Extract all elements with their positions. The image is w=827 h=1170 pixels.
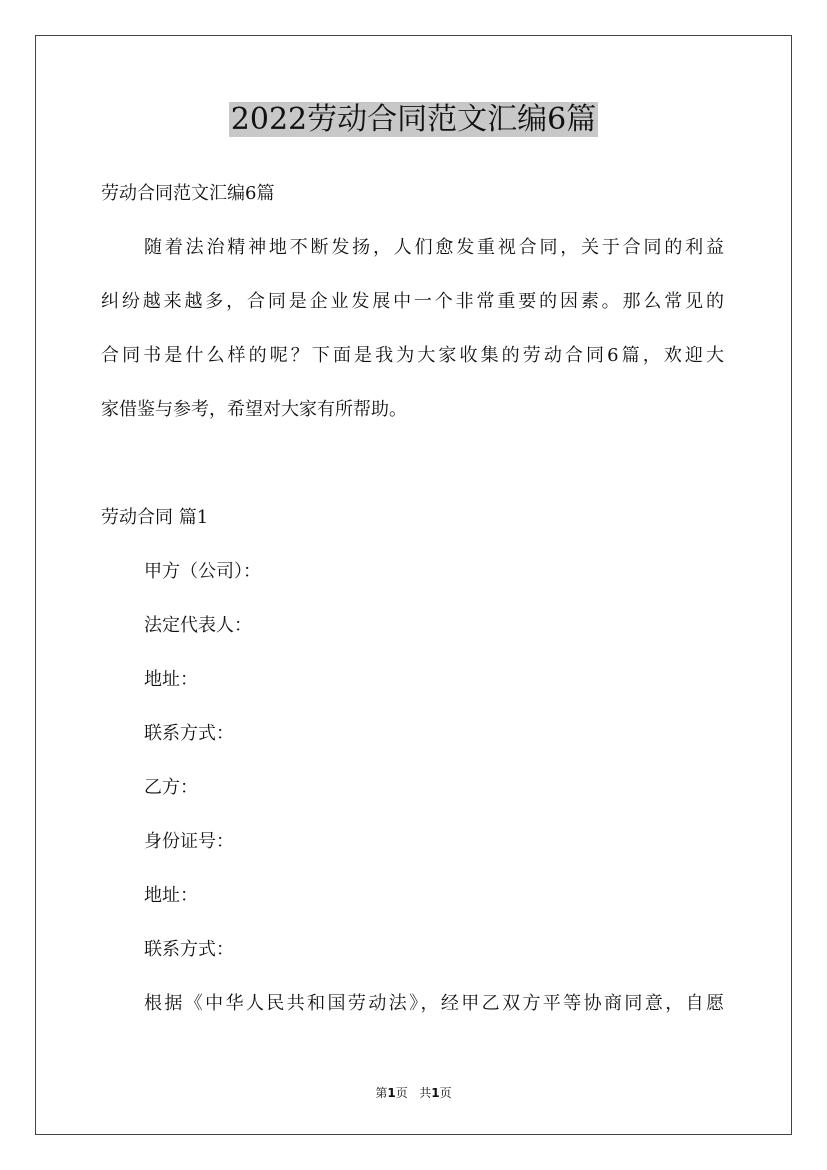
intro-line-2: 纠纷越来越多，合同是企业发展中一个非常重要的因素。那么常见的 (101, 291, 724, 312)
section-heading: 劳动合同 篇1 (101, 507, 209, 528)
footer-page-number: 1 (387, 1086, 396, 1100)
footer-page-mid: 页 共 (395, 1086, 432, 1100)
field-id-number: 身份证号： (144, 831, 234, 852)
field-contact-a: 联系方式： (144, 723, 234, 744)
field-party-b: 乙方： (144, 777, 198, 798)
footer-page-prefix: 第 (375, 1086, 388, 1100)
field-address-a: 地址： (144, 669, 198, 690)
document-subtitle: 劳动合同范文汇编6篇 (101, 183, 275, 204)
footer-page-total: 1 (431, 1086, 440, 1100)
document-title (0, 98, 827, 142)
intro-line-4: 家借鉴与参考，希望对大家有所帮助。 (101, 399, 407, 420)
page-footer (0, 1084, 827, 1102)
field-party-a: 甲方（公司）： (144, 561, 261, 582)
intro-line-1: 随着法治精神地不断发扬，人们愈发重视合同，关于合同的利益 (144, 237, 724, 258)
intro-line-3: 合同书是什么样的呢？下面是我为大家收集的劳动合同6篇，欢迎大 (101, 345, 724, 366)
field-contact-b: 联系方式： (144, 939, 234, 960)
field-legal-representative: 法定代表人： (144, 615, 252, 636)
field-address-b: 地址： (144, 885, 198, 906)
document-title-text: 2022劳动合同范文汇编6篇 (230, 102, 597, 137)
closing-line: 根据《中华人民共和国劳动法》，经甲乙双方平等协商同意，自愿 (144, 993, 724, 1014)
footer-page-suffix: 页 (439, 1086, 452, 1100)
